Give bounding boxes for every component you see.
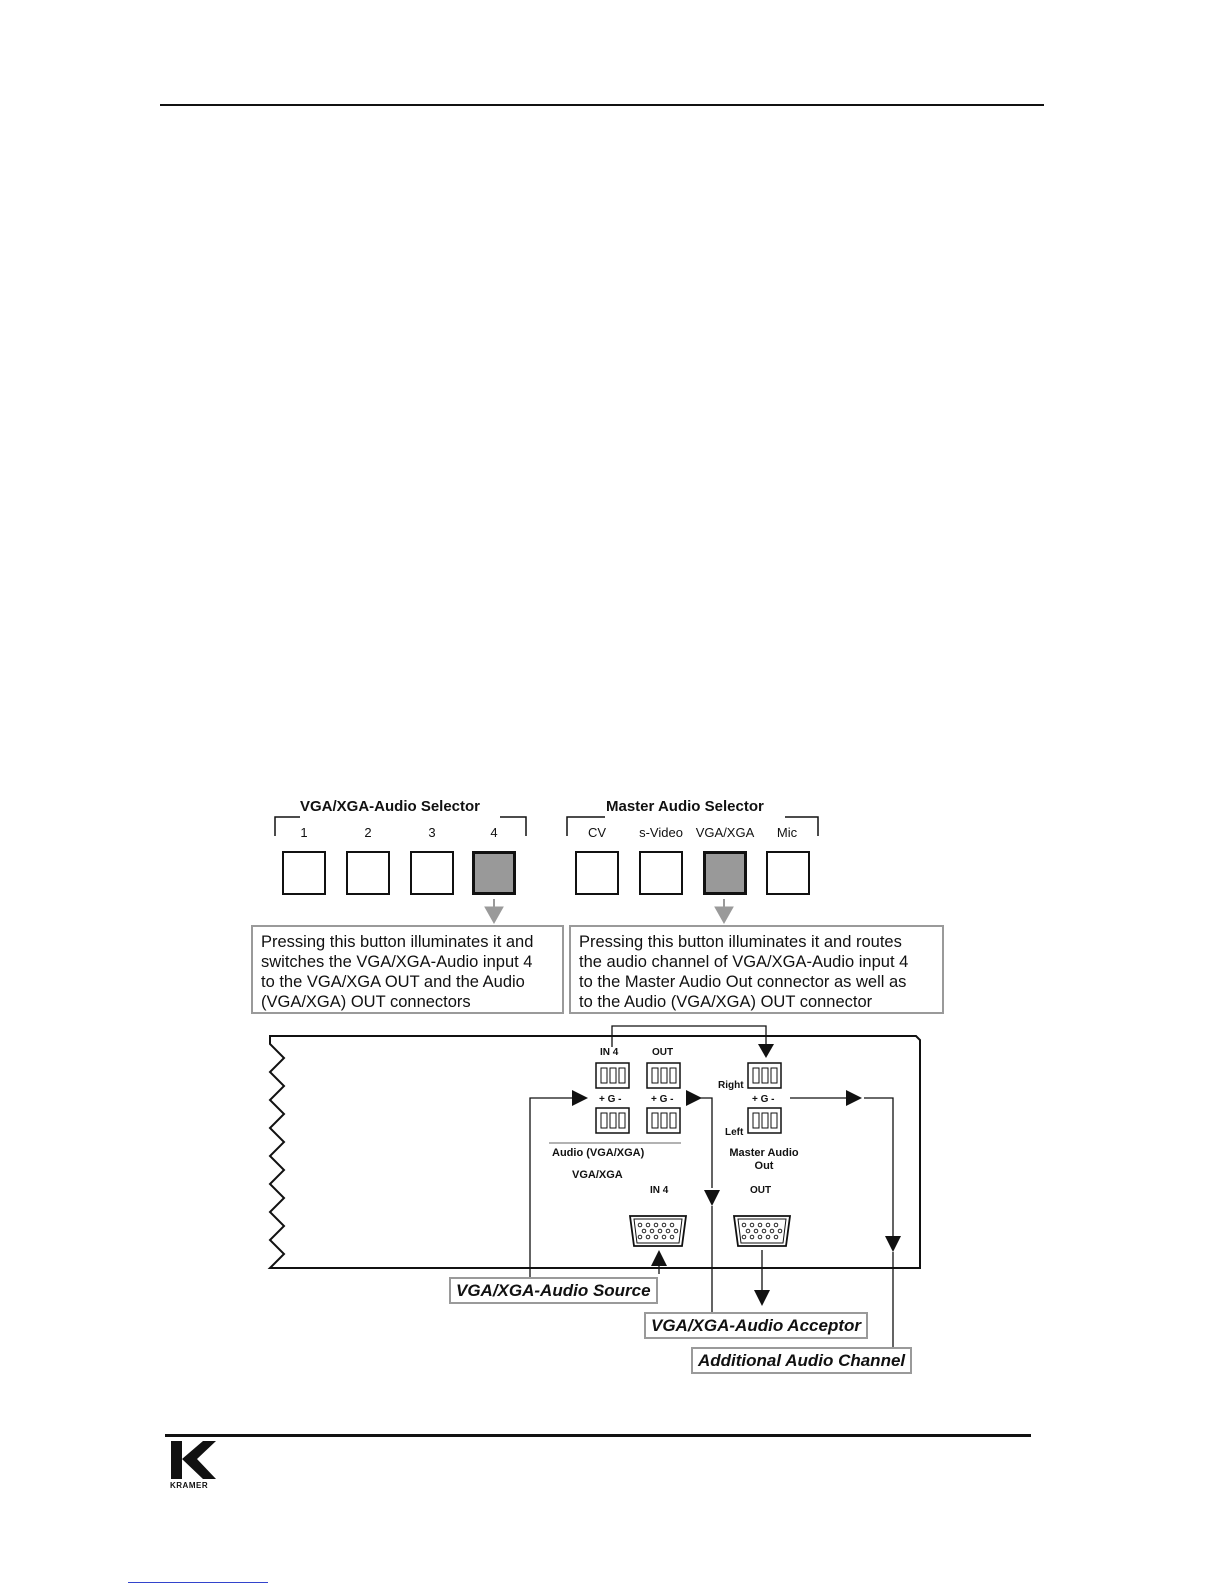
master-button-vgaxga-label: VGA/XGA bbox=[695, 825, 755, 840]
polarity-label-out: + G - bbox=[651, 1094, 674, 1105]
kramer-logo-icon bbox=[171, 1441, 216, 1479]
master-left-label: Left bbox=[725, 1127, 744, 1138]
vga-button-4-label: 4 bbox=[490, 825, 498, 840]
acceptor-tag: VGA/XGA-Audio Acceptor bbox=[644, 1312, 868, 1339]
master-button-svideo[interactable] bbox=[639, 851, 683, 895]
callout-left-line: to the VGA/XGA OUT and the Audio bbox=[261, 973, 525, 991]
arrow-master-out bbox=[846, 1090, 862, 1106]
arrow-additional bbox=[885, 1236, 901, 1252]
master-audio-label bbox=[721, 1147, 807, 1173]
master-button-mic[interactable] bbox=[766, 851, 810, 895]
vga-in4-connector bbox=[630, 1216, 686, 1246]
master-button-cv-label: CV bbox=[587, 825, 607, 840]
audio-in4-label: IN 4 bbox=[600, 1047, 619, 1058]
vga-button-3[interactable] bbox=[410, 851, 454, 895]
master-button-svideo-label: s-Video bbox=[639, 825, 683, 840]
master-right-label: Right bbox=[718, 1080, 744, 1091]
master-audio-label-line1: Master Audio bbox=[729, 1147, 799, 1159]
polarity-label-in4: + G - bbox=[599, 1094, 622, 1105]
callout-left-line: Pressing this button illuminates it and bbox=[261, 933, 534, 951]
terminal-in4-bottom bbox=[596, 1108, 629, 1133]
terminal-master-left bbox=[748, 1108, 781, 1133]
arrow-acceptor-audio bbox=[704, 1190, 720, 1206]
callout-left-line: (VGA/XGA) OUT connectors bbox=[261, 993, 471, 1011]
footer-link-underline bbox=[128, 1582, 268, 1583]
vgaxga-down-arrow bbox=[715, 899, 733, 923]
arrow-out-vga bbox=[754, 1290, 770, 1306]
vga-out-label: OUT bbox=[750, 1185, 772, 1196]
callout-right-line: Pressing this button illuminates it and routes bbox=[579, 933, 902, 951]
arrow-source-vga bbox=[651, 1250, 667, 1266]
arrow-audio-out bbox=[686, 1090, 702, 1106]
terminal-out-top bbox=[647, 1063, 680, 1088]
master-audio-label-line2: Out bbox=[754, 1160, 774, 1172]
polarity-label-master: + G - bbox=[752, 1094, 775, 1105]
vga-button-2-label: 2 bbox=[364, 825, 372, 840]
vga-button-3-label: 3 bbox=[428, 825, 436, 840]
additional-channel-tag: Additional Audio Channel bbox=[691, 1347, 912, 1374]
source-audio-wire bbox=[530, 1098, 573, 1284]
vga-button-1-label: 1 bbox=[300, 825, 308, 840]
vga-in4-label: IN 4 bbox=[650, 1185, 669, 1196]
vga-button-4-lit[interactable] bbox=[472, 851, 516, 895]
vga-selector-title: VGA/XGA-Audio Selector bbox=[296, 798, 484, 816]
terminal-master-right bbox=[748, 1063, 781, 1088]
callout-right bbox=[569, 925, 944, 1014]
kramer-logo-text: KRAMER bbox=[170, 1481, 209, 1490]
source-tag: VGA/XGA-Audio Source bbox=[449, 1277, 658, 1304]
master-button-vgaxga-lit[interactable] bbox=[703, 851, 747, 895]
callout-right-line: to the Master Audio Out connector as well as bbox=[579, 973, 907, 991]
audio-out-label: OUT bbox=[652, 1047, 674, 1058]
callout-left-line: switches the VGA/XGA-Audio input 4 bbox=[261, 953, 533, 971]
master-button-mic-label: Mic bbox=[776, 825, 798, 840]
footer-rule bbox=[165, 1434, 1031, 1437]
vga-out-connector bbox=[734, 1216, 790, 1246]
callout-right-line: the audio channel of VGA/XGA-Audio input 4 bbox=[579, 953, 909, 971]
additional-channel-wire bbox=[864, 1098, 893, 1236]
master-button-cv[interactable] bbox=[575, 851, 619, 895]
button4-down-arrow bbox=[485, 899, 503, 923]
callout-left bbox=[251, 925, 564, 1014]
vga-button-2[interactable] bbox=[346, 851, 390, 895]
audio-vgaxga-label: Audio (VGA/XGA) bbox=[552, 1147, 645, 1159]
arrow-source-audio bbox=[572, 1090, 588, 1106]
master-selector-title: Master Audio Selector bbox=[602, 798, 768, 816]
terminal-in4-top bbox=[596, 1063, 629, 1088]
audio-out-wire bbox=[695, 1098, 712, 1188]
terminal-out-bottom bbox=[647, 1108, 680, 1133]
vga-button-1[interactable] bbox=[282, 851, 326, 895]
vgaxga-label: VGA/XGA bbox=[572, 1169, 623, 1181]
callout-right-line: to the Audio (VGA/XGA) OUT connector bbox=[579, 993, 873, 1011]
arrow-in4-terminal bbox=[758, 1044, 774, 1058]
